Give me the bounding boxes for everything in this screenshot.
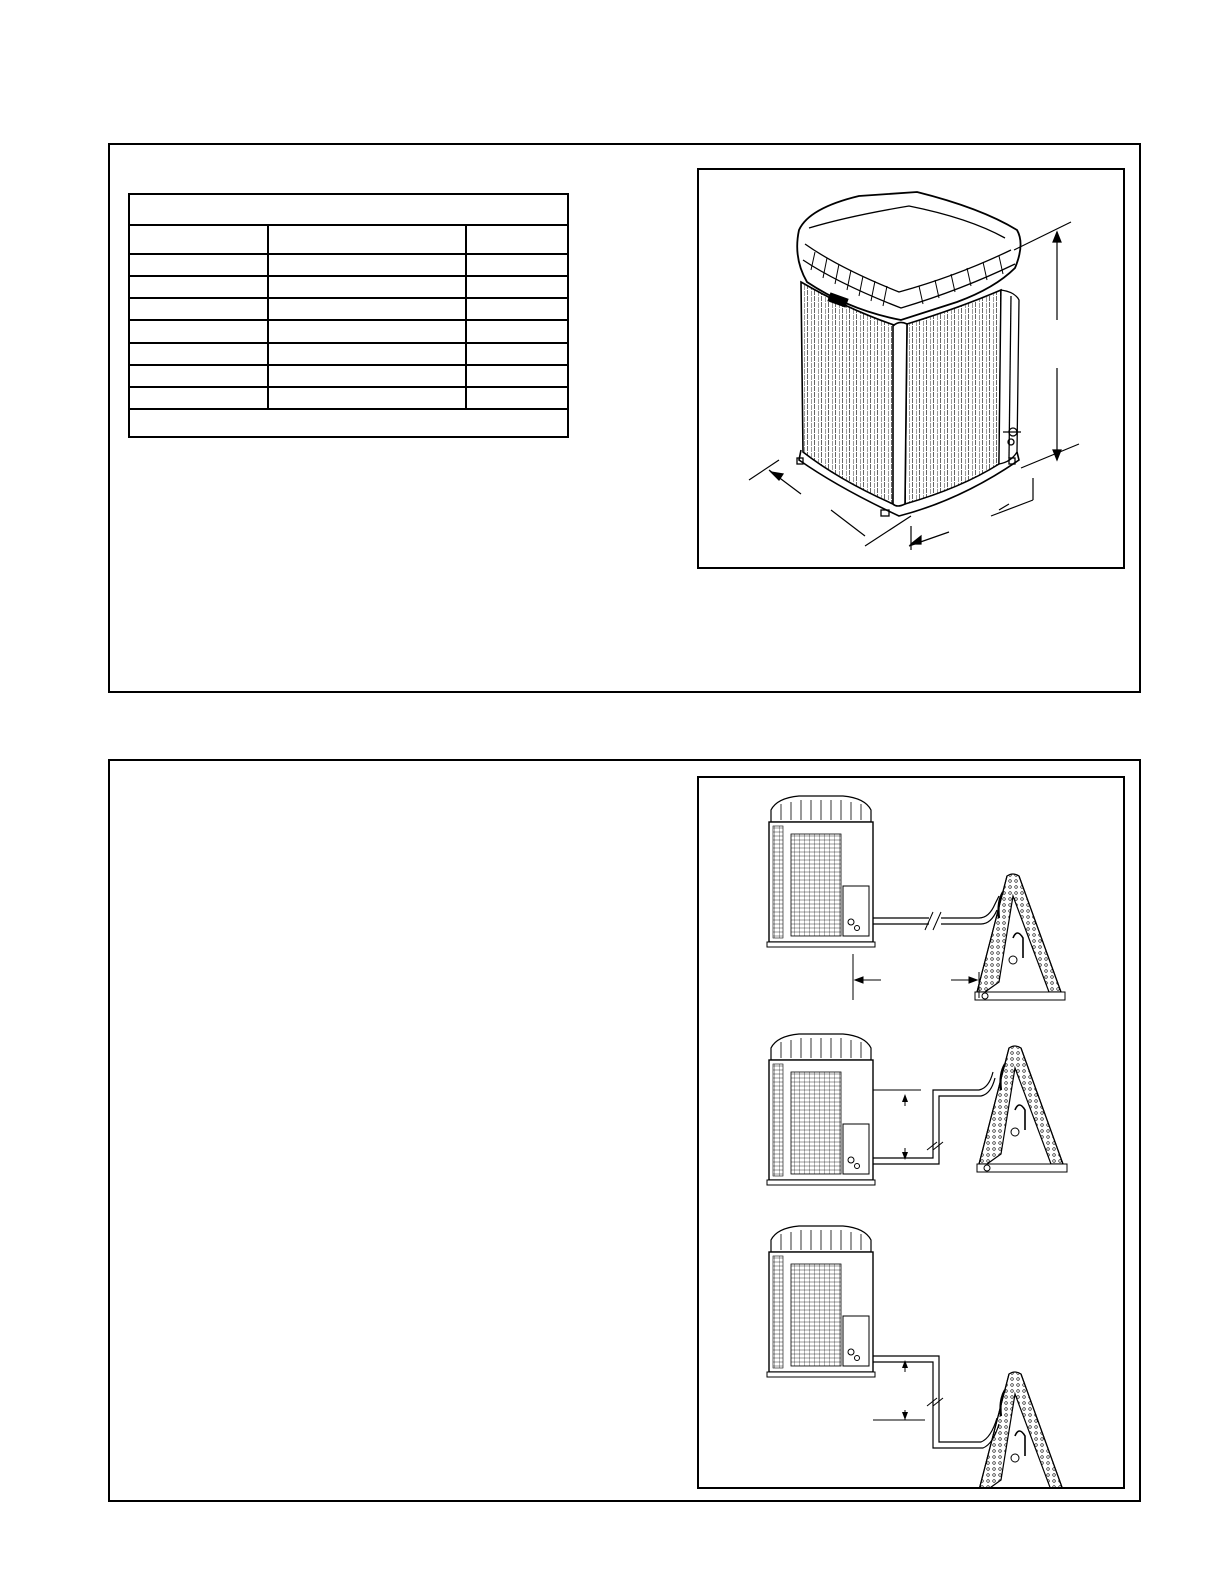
- line-set-section: [108, 759, 1141, 1502]
- spec-table-cell: [269, 255, 467, 277]
- line-set-illustrations: [699, 778, 1123, 1487]
- spec-table-cell: [130, 388, 269, 410]
- spec-table-cell: [130, 344, 269, 366]
- spec-table-cell: [467, 366, 567, 388]
- spec-table-title: [130, 195, 567, 226]
- condensing-unit-illustration: [699, 170, 1123, 567]
- spec-table-cell: [467, 255, 567, 277]
- line-set-figure: [697, 776, 1125, 1489]
- spec-table-cell: [269, 366, 467, 388]
- spec-table: [128, 193, 569, 438]
- dimensions-section: [108, 143, 1141, 693]
- line-set-same-level: [767, 796, 1065, 1000]
- unit-dimension-figure: [697, 168, 1125, 569]
- spec-table-grid: [130, 226, 567, 410]
- spec-table-header: [467, 226, 567, 255]
- line-set-unit-above: [767, 1226, 1067, 1487]
- spec-table-cell: [269, 277, 467, 299]
- spec-table-cell: [467, 277, 567, 299]
- spec-table-cell: [130, 321, 269, 344]
- spec-table-header: [269, 226, 467, 255]
- spec-table-cell: [130, 277, 269, 299]
- spec-table-cell: [467, 299, 567, 321]
- spec-table-footer: [130, 410, 567, 449]
- spec-table-cell: [269, 388, 467, 410]
- spec-table-cell: [467, 344, 567, 366]
- spec-table-header: [130, 226, 269, 255]
- spec-table-cell: [269, 344, 467, 366]
- spec-table-cell: [467, 321, 567, 344]
- spec-table-cell: [467, 388, 567, 410]
- line-set-unit-below: [767, 1034, 1067, 1185]
- spec-table-cell: [130, 255, 269, 277]
- spec-table-cell: [269, 321, 467, 344]
- spec-table-cell: [130, 299, 269, 321]
- spec-table-cell: [269, 299, 467, 321]
- spec-table-cell: [130, 366, 269, 388]
